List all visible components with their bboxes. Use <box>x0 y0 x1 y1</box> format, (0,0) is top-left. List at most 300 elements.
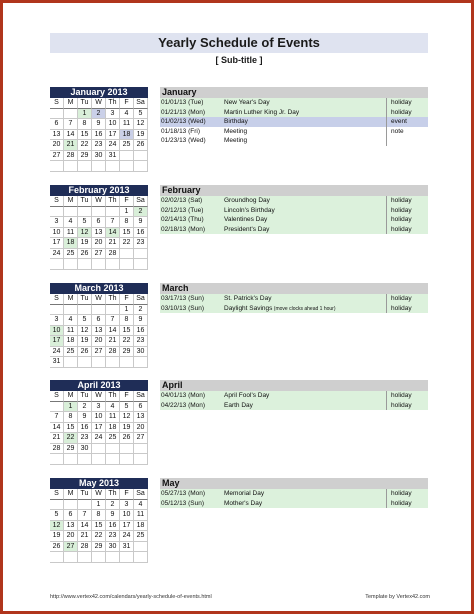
calendar-day[interactable]: 24 <box>50 249 64 260</box>
column-divider <box>386 391 387 401</box>
calendar-day[interactable]: 29 <box>64 444 78 455</box>
calendar-day[interactable]: 20 <box>134 423 148 434</box>
calendar-day[interactable]: 6 <box>134 402 148 413</box>
calendar-empty-cell <box>106 357 120 368</box>
calendar-empty-cell <box>134 444 148 455</box>
weekday-header: Tu <box>78 98 92 109</box>
column-divider <box>386 225 387 235</box>
calendar-day[interactable]: 7 <box>78 510 92 521</box>
weekday-header: M <box>64 196 78 207</box>
calendar-day[interactable]: 19 <box>78 336 92 347</box>
calendar-empty-cell <box>64 454 78 465</box>
calendar-title: January 2013 <box>50 87 148 98</box>
calendar-day[interactable]: 3 <box>50 217 64 228</box>
event-date: 04/22/13 (Mon) <box>161 401 206 409</box>
calendar-day[interactable]: 23 <box>106 531 120 542</box>
calendar-day[interactable]: 28 <box>78 542 92 553</box>
calendar-day[interactable]: 13 <box>64 521 78 532</box>
mini-calendar <box>50 380 148 465</box>
calendar-day[interactable]: 5 <box>78 217 92 228</box>
calendar-day[interactable]: 24 <box>120 531 134 542</box>
calendar-day[interactable]: 23 <box>134 336 148 347</box>
calendar-day[interactable]: 31 <box>120 542 134 553</box>
footer-url[interactable]: http://www.vertex42.com/calendars/yearly-schedule-of-events.html <box>50 594 212 600</box>
calendar-empty-cell <box>64 207 78 218</box>
calendar-day[interactable]: 18 <box>64 238 78 249</box>
calendar-day[interactable]: 11 <box>106 412 120 423</box>
calendar-day[interactable]: 1 <box>78 109 92 120</box>
event-type: holiday <box>391 499 412 507</box>
calendar-day[interactable]: 25 <box>106 433 120 444</box>
event-date: 01/21/13 (Mon) <box>161 108 206 116</box>
calendar-day[interactable]: 22 <box>120 238 134 249</box>
calendar-day[interactable]: 22 <box>64 433 78 444</box>
column-divider <box>386 489 387 499</box>
calendar-day[interactable]: 30 <box>106 542 120 553</box>
calendar-empty-cell <box>120 249 134 260</box>
month-section-header: May <box>160 478 428 489</box>
calendar-day[interactable]: 13 <box>134 412 148 423</box>
calendar-day[interactable]: 9 <box>134 315 148 326</box>
calendar-empty-cell <box>92 454 106 465</box>
calendar-day[interactable]: 12 <box>50 521 64 532</box>
weekday-header: F <box>120 196 134 207</box>
calendar-day[interactable]: 17 <box>50 238 64 249</box>
calendar-day[interactable]: 15 <box>120 228 134 239</box>
column-divider <box>386 215 387 225</box>
calendar-day[interactable]: 12 <box>120 412 134 423</box>
calendar-day[interactable]: 27 <box>92 249 106 260</box>
calendar-day[interactable]: 10 <box>50 326 64 337</box>
calendar-day[interactable]: 27 <box>92 347 106 358</box>
calendar-day[interactable]: 12 <box>78 228 92 239</box>
calendar-day[interactable]: 5 <box>50 510 64 521</box>
calendar-empty-cell <box>120 552 134 563</box>
event-date: 03/10/13 (Sun) <box>161 304 205 312</box>
weekday-header: S <box>50 489 64 500</box>
calendar-empty-cell <box>78 500 92 511</box>
event-type: holiday <box>391 99 412 106</box>
calendar-day[interactable]: 21 <box>78 531 92 542</box>
event-date: 02/12/13 (Tue) <box>161 206 204 214</box>
calendar-day[interactable]: 25 <box>64 347 78 358</box>
event-date: 02/14/13 (Thu) <box>161 216 204 224</box>
calendar-day[interactable]: 9 <box>92 119 106 130</box>
column-divider <box>386 304 387 314</box>
event-date: 01/01/13 (Tue) <box>161 99 204 106</box>
event-date: 04/01/13 (Mon) <box>161 392 206 399</box>
event-type: holiday <box>391 392 412 399</box>
calendar-day[interactable]: 19 <box>134 130 148 141</box>
calendar-day[interactable]: 15 <box>92 521 106 532</box>
calendar-day[interactable]: 22 <box>78 140 92 151</box>
calendar-day[interactable]: 24 <box>50 347 64 358</box>
calendar-day[interactable]: 28 <box>106 249 120 260</box>
calendar-empty-cell <box>120 259 134 270</box>
calendar-day[interactable]: 4 <box>134 500 148 511</box>
calendar-day[interactable]: 13 <box>92 326 106 337</box>
calendar-empty-cell <box>134 542 148 553</box>
calendar-day[interactable]: 5 <box>120 402 134 413</box>
calendar-day[interactable]: 7 <box>64 119 78 130</box>
calendar-empty-cell <box>120 444 134 455</box>
calendar-day[interactable]: 2 <box>106 500 120 511</box>
weekday-header: F <box>120 391 134 402</box>
calendar-day[interactable]: 11 <box>64 228 78 239</box>
event-row[interactable] <box>160 401 428 411</box>
calendar-day[interactable]: 7 <box>50 412 64 423</box>
weekday-header: F <box>120 294 134 305</box>
column-divider <box>386 117 387 127</box>
calendar-day[interactable]: 20 <box>92 336 106 347</box>
weekday-header: M <box>64 391 78 402</box>
calendar-day[interactable]: 20 <box>64 531 78 542</box>
event-date: 01/02/13 (Wed) <box>161 118 206 126</box>
weekday-header: Sa <box>134 196 148 207</box>
calendar-empty-cell <box>50 259 64 270</box>
calendar-day[interactable]: 25 <box>134 531 148 542</box>
calendar-day[interactable]: 9 <box>134 217 148 228</box>
calendar-day[interactable]: 12 <box>78 326 92 337</box>
calendar-day[interactable]: 15 <box>120 326 134 337</box>
calendar-day[interactable]: 14 <box>78 521 92 532</box>
calendar-day[interactable]: 13 <box>92 228 106 239</box>
calendar-empty-cell <box>120 454 134 465</box>
calendar-empty-cell <box>92 552 106 563</box>
calendar-day[interactable]: 15 <box>64 423 78 434</box>
calendar-day[interactable]: 14 <box>106 326 120 337</box>
calendar-day[interactable]: 30 <box>134 347 148 358</box>
weekday-header: W <box>92 196 106 207</box>
calendar-day[interactable]: 2 <box>92 109 106 120</box>
weekday-header: F <box>120 489 134 500</box>
calendar-day[interactable]: 12 <box>134 119 148 130</box>
calendar-empty-cell <box>106 161 120 172</box>
calendar-day[interactable]: 6 <box>64 510 78 521</box>
weekday-header: W <box>92 294 106 305</box>
calendar-day[interactable]: 15 <box>78 130 92 141</box>
calendar-empty-cell <box>50 500 64 511</box>
weekday-header: W <box>92 489 106 500</box>
calendar-day[interactable]: 2 <box>134 305 148 316</box>
calendar-day[interactable]: 24 <box>92 433 106 444</box>
column-divider <box>386 98 387 108</box>
events-list <box>160 380 428 410</box>
weekday-header: Th <box>106 196 120 207</box>
calendar-day[interactable]: 27 <box>64 542 78 553</box>
calendar-day[interactable]: 28 <box>50 444 64 455</box>
calendar-day[interactable]: 17 <box>120 521 134 532</box>
calendar-empty-cell <box>134 151 148 162</box>
calendar-day[interactable]: 23 <box>134 238 148 249</box>
event-row[interactable] <box>160 136 428 146</box>
calendar-day[interactable]: 8 <box>78 119 92 130</box>
calendar-empty-cell <box>134 357 148 368</box>
calendar-day[interactable]: 6 <box>50 119 64 130</box>
event-row[interactable] <box>160 117 428 127</box>
calendar-title: May 2013 <box>50 478 148 489</box>
event-row[interactable] <box>160 489 428 499</box>
event-row[interactable] <box>160 499 428 509</box>
calendar-day[interactable]: 14 <box>50 423 64 434</box>
calendar-day[interactable]: 29 <box>78 151 92 162</box>
calendar-day[interactable]: 11 <box>134 510 148 521</box>
event-row[interactable] <box>160 215 428 225</box>
calendar-empty-cell <box>134 161 148 172</box>
calendar-empty-cell <box>50 207 64 218</box>
weekday-header: Tu <box>78 294 92 305</box>
page-subtitle: [ Sub-title ] <box>215 55 263 65</box>
calendar-day[interactable]: 6 <box>92 315 106 326</box>
calendar-day[interactable]: 9 <box>106 510 120 521</box>
calendar-empty-cell <box>78 454 92 465</box>
event-row[interactable] <box>160 225 428 235</box>
calendar-empty-cell <box>92 444 106 455</box>
calendar-empty-cell <box>50 109 64 120</box>
event-row[interactable] <box>160 108 428 118</box>
calendar-day[interactable]: 16 <box>78 423 92 434</box>
column-divider <box>386 127 387 137</box>
calendar-grid <box>50 294 148 368</box>
weekday-header: Sa <box>134 489 148 500</box>
calendar-day[interactable]: 4 <box>106 402 120 413</box>
calendar-day[interactable]: 9 <box>78 412 92 423</box>
calendar-empty-cell <box>64 109 78 120</box>
calendar-day[interactable]: 25 <box>120 140 134 151</box>
calendar-day[interactable]: 17 <box>106 130 120 141</box>
calendar-day[interactable]: 10 <box>92 412 106 423</box>
calendar-day[interactable]: 14 <box>64 130 78 141</box>
weekday-header: F <box>120 98 134 109</box>
calendar-day[interactable]: 8 <box>92 510 106 521</box>
calendar-day[interactable]: 26 <box>134 140 148 151</box>
calendar-day[interactable]: 11 <box>64 326 78 337</box>
calendar-day[interactable]: 21 <box>50 433 64 444</box>
calendar-day[interactable]: 17 <box>50 336 64 347</box>
calendar-day[interactable]: 2 <box>134 207 148 218</box>
calendar-day[interactable]: 3 <box>50 315 64 326</box>
weekday-header: W <box>92 98 106 109</box>
calendar-day[interactable]: 26 <box>50 542 64 553</box>
calendar-day[interactable]: 19 <box>50 531 64 542</box>
calendar-empty-cell <box>106 259 120 270</box>
weekday-header: Sa <box>134 98 148 109</box>
calendar-empty-cell <box>106 207 120 218</box>
event-date: 03/17/13 (Sun) <box>161 295 205 302</box>
calendar-day[interactable]: 22 <box>120 336 134 347</box>
events-list <box>160 478 428 508</box>
event-row[interactable] <box>160 196 428 206</box>
calendar-day[interactable]: 20 <box>50 140 64 151</box>
event-name: Martin Luther King Jr. Day <box>224 108 300 116</box>
event-row[interactable] <box>160 391 428 401</box>
calendar-empty-cell <box>78 305 92 316</box>
calendar-day[interactable]: 30 <box>92 151 106 162</box>
calendar-empty-cell <box>64 552 78 563</box>
column-divider <box>386 294 387 304</box>
events-list <box>160 185 428 234</box>
event-name: Mother's Day <box>224 499 263 507</box>
event-row[interactable] <box>160 294 428 304</box>
event-row[interactable] <box>160 127 428 137</box>
calendar-day[interactable]: 10 <box>50 228 64 239</box>
calendar-day[interactable]: 29 <box>92 542 106 553</box>
calendar-empty-cell <box>50 402 64 413</box>
calendar-empty-cell <box>134 259 148 270</box>
calendar-day[interactable]: 5 <box>134 109 148 120</box>
weekday-header: Sa <box>134 391 148 402</box>
event-date: 01/23/13 (Wed) <box>161 137 206 145</box>
calendar-empty-cell <box>106 454 120 465</box>
calendar-day[interactable]: 18 <box>134 521 148 532</box>
calendar-day[interactable]: 13 <box>50 130 64 141</box>
calendar-day[interactable]: 23 <box>78 433 92 444</box>
event-name: Earth Day <box>224 401 253 409</box>
calendar-day[interactable]: 8 <box>120 217 134 228</box>
calendar-day[interactable]: 3 <box>120 500 134 511</box>
weekday-header: Tu <box>78 196 92 207</box>
calendar-empty-cell <box>92 357 106 368</box>
calendar-day[interactable]: 3 <box>92 402 106 413</box>
calendar-day[interactable]: 26 <box>78 347 92 358</box>
event-type: holiday <box>391 197 412 204</box>
weekday-header: S <box>50 391 64 402</box>
calendar-day[interactable]: 27 <box>50 151 64 162</box>
weekday-header: W <box>92 391 106 402</box>
calendar-day[interactable]: 28 <box>64 151 78 162</box>
calendar-day[interactable]: 2 <box>78 402 92 413</box>
calendar-empty-cell <box>50 305 64 316</box>
event-date: 01/18/13 (Fri) <box>161 127 201 135</box>
calendar-day[interactable]: 10 <box>120 510 134 521</box>
weekday-header: Th <box>106 489 120 500</box>
calendar-day[interactable]: 1 <box>64 402 78 413</box>
event-name: Meeting <box>224 127 248 135</box>
calendar-day[interactable]: 25 <box>64 249 78 260</box>
calendar-day[interactable]: 16 <box>134 326 148 337</box>
calendar-day[interactable]: 20 <box>92 238 106 249</box>
event-date: 02/18/13 (Mon) <box>161 225 206 233</box>
weekday-header: Tu <box>78 489 92 500</box>
calendar-empty-cell <box>64 305 78 316</box>
event-name: St. Patrick's Day <box>224 295 272 302</box>
calendar-day[interactable]: 4 <box>64 315 78 326</box>
calendar-day[interactable]: 14 <box>106 228 120 239</box>
calendar-day[interactable]: 1 <box>120 207 134 218</box>
event-type: holiday <box>391 295 412 302</box>
calendar-empty-cell <box>106 552 120 563</box>
calendar-day[interactable]: 28 <box>106 347 120 358</box>
weekday-header: Sa <box>134 294 148 305</box>
event-date: 05/27/13 (Mon) <box>161 490 206 497</box>
calendar-day[interactable]: 19 <box>120 423 134 434</box>
calendar-day[interactable]: 29 <box>120 347 134 358</box>
calendar-day[interactable]: 7 <box>106 217 120 228</box>
event-name: April Fool's Day <box>224 392 270 399</box>
weekday-header: Th <box>106 294 120 305</box>
calendar-day[interactable]: 7 <box>106 315 120 326</box>
calendar-day[interactable]: 23 <box>92 140 106 151</box>
calendar-empty-cell <box>64 259 78 270</box>
calendar-day[interactable]: 4 <box>64 217 78 228</box>
calendar-day[interactable]: 26 <box>120 433 134 444</box>
calendar-day[interactable]: 21 <box>106 336 120 347</box>
calendar-day[interactable]: 8 <box>120 315 134 326</box>
calendar-day[interactable]: 16 <box>92 130 106 141</box>
calendar-title: February 2013 <box>50 185 148 196</box>
calendar-empty-cell <box>78 207 92 218</box>
month-section-header: January <box>160 87 428 98</box>
calendar-day[interactable]: 18 <box>64 336 78 347</box>
calendar-day[interactable]: 10 <box>106 119 120 130</box>
calendar-day[interactable]: 4 <box>120 109 134 120</box>
weekday-header: Tu <box>78 391 92 402</box>
event-name: Daylight Savings (move clocks ahead 1 hour) <box>224 304 336 312</box>
calendar-day[interactable]: 18 <box>120 130 134 141</box>
event-row[interactable] <box>160 98 428 108</box>
month-section-header: March <box>160 283 428 294</box>
calendar-day[interactable]: 16 <box>106 521 120 532</box>
calendar-day[interactable]: 22 <box>92 531 106 542</box>
calendar-empty-cell <box>92 259 106 270</box>
calendar-day[interactable]: 17 <box>92 423 106 434</box>
calendar-grid <box>50 98 148 172</box>
weekday-header: M <box>64 489 78 500</box>
month-section-header: February <box>160 185 428 196</box>
weekday-header: Th <box>106 98 120 109</box>
event-type: holiday <box>391 216 412 224</box>
calendar-empty-cell <box>64 500 78 511</box>
calendar-day[interactable]: 21 <box>64 140 78 151</box>
calendar-day[interactable]: 1 <box>120 305 134 316</box>
calendar-day[interactable]: 8 <box>64 412 78 423</box>
calendar-day[interactable]: 16 <box>134 228 148 239</box>
calendar-empty-cell <box>78 552 92 563</box>
month-section-header: April <box>160 380 428 391</box>
calendar-day[interactable]: 19 <box>78 238 92 249</box>
calendar-empty-cell <box>134 454 148 465</box>
event-row[interactable] <box>160 206 428 216</box>
calendar-day[interactable]: 24 <box>106 140 120 151</box>
calendar-day[interactable]: 30 <box>78 444 92 455</box>
calendar-day[interactable]: 11 <box>120 119 134 130</box>
calendar-day[interactable]: 3 <box>106 109 120 120</box>
event-name: Lincoln's Birthday <box>224 206 275 214</box>
calendar-day[interactable]: 31 <box>50 357 64 368</box>
event-name: Meeting <box>224 137 248 145</box>
event-name: Birthday <box>224 118 248 126</box>
weekday-header: Th <box>106 391 120 402</box>
calendar-day[interactable]: 18 <box>106 423 120 434</box>
event-type: holiday <box>391 225 412 233</box>
calendar-empty-cell <box>92 207 106 218</box>
calendar-day[interactable]: 5 <box>78 315 92 326</box>
calendar-empty-cell <box>134 249 148 260</box>
calendar-day[interactable]: 26 <box>78 249 92 260</box>
event-type: holiday <box>391 401 412 409</box>
calendar-empty-cell <box>64 357 78 368</box>
calendar-day[interactable]: 6 <box>92 217 106 228</box>
events-list <box>160 87 428 146</box>
calendar-title: March 2013 <box>50 283 148 294</box>
calendar-day[interactable]: 21 <box>106 238 120 249</box>
event-row[interactable] <box>160 304 428 314</box>
calendar-day[interactable]: 1 <box>92 500 106 511</box>
calendar-empty-cell <box>106 305 120 316</box>
weekday-header: S <box>50 294 64 305</box>
calendar-day[interactable]: 31 <box>106 151 120 162</box>
calendar-day[interactable]: 27 <box>134 433 148 444</box>
